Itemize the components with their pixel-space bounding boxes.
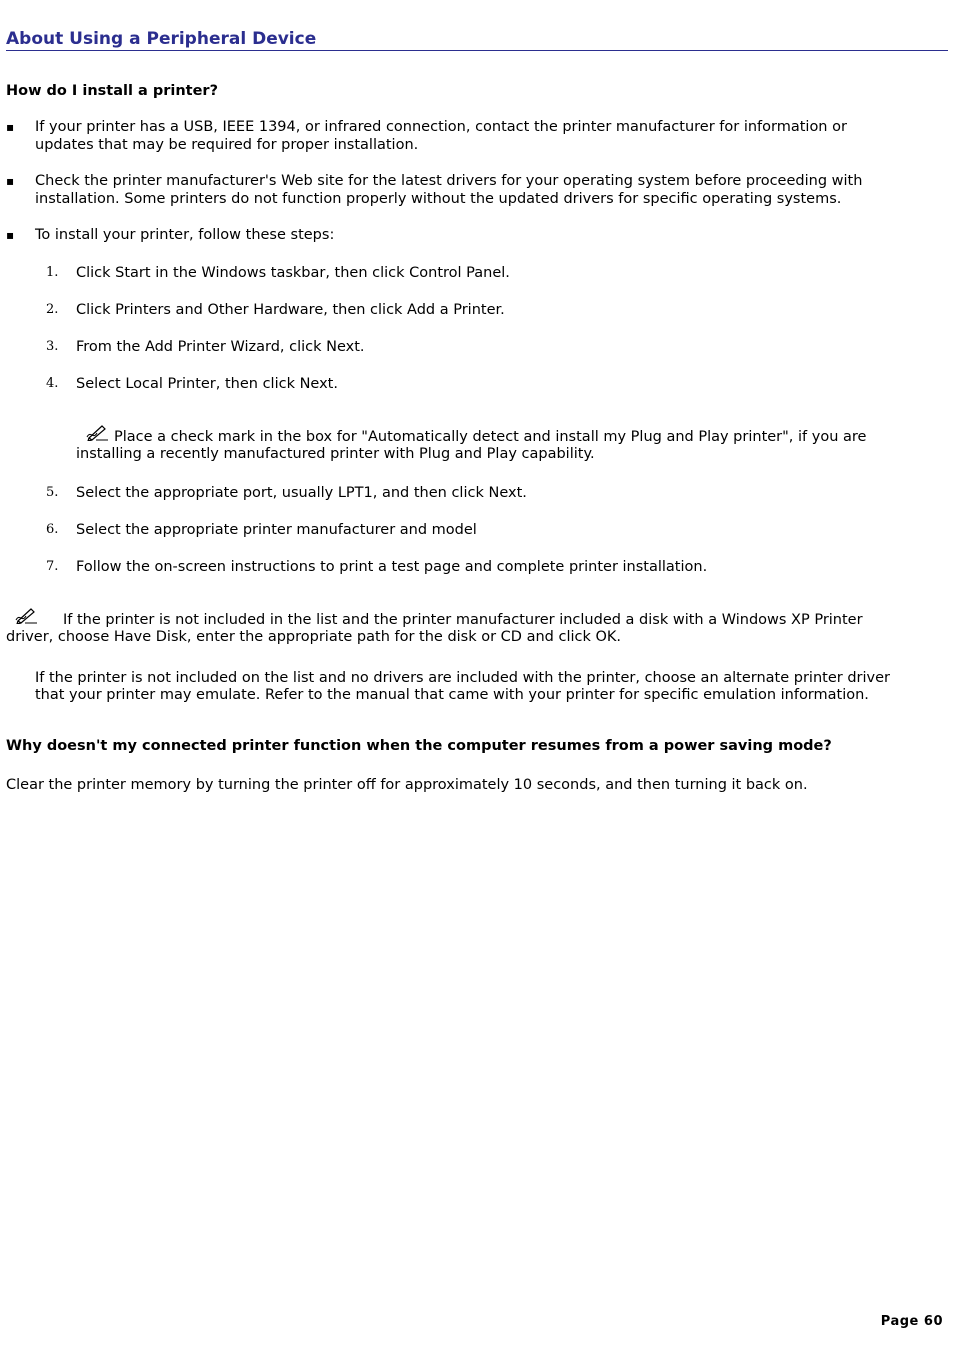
step-number: 4. — [46, 376, 59, 391]
step-text: From the Add Printer Wizard, click Next. — [76, 339, 365, 355]
question-power-saving: Why doesn't my connected printer function when the computer resumes from a power saving mode? — [6, 738, 832, 754]
note-text-line: driver, choose Have Disk, enter the appropriate path for the disk or CD and click OK. — [6, 629, 622, 645]
bullet-text-line: Check the printer manufacturer's Web site for the latest drivers for your operating system before proceeding with — [35, 173, 863, 189]
answer-text: Clear the printer memory by turning the printer off for approximately 10 seconds, and then turning it back on. — [6, 777, 808, 793]
note-text-line: If the printer is not included in the list and the printer manufacturer included a disk with a Windows XP Printer — [63, 612, 863, 628]
bullet-icon: ▪ — [6, 174, 15, 188]
question-install-printer: How do I install a printer? — [6, 83, 218, 99]
step-number: 3. — [46, 339, 59, 354]
bullet-text-line: updates that may be required for proper installation. — [35, 137, 419, 153]
step-text: Follow the on-screen instructions to print a test page and complete printer installation. — [76, 559, 708, 575]
step-text: Click Printers and Other Hardware, then click Add a Printer. — [76, 302, 505, 318]
step-note-text-line: installing a recently manufactured printer with Plug and Play capability. — [76, 446, 595, 462]
step-number: 7. — [46, 559, 59, 574]
bullet-text-line: To install your printer, follow these steps: — [35, 227, 335, 243]
step-note-text-line: Place a check mark in the box for "Automatically detect and install my Plug and Play printer", if you are — [114, 429, 867, 445]
note-text-line: that your printer may emulate. Refer to the manual that came with your printer for specific emulation information. — [35, 687, 869, 703]
page-number: Page 60 — [880, 1314, 943, 1329]
step-text: Click Start in the Windows taskbar, then click Control Panel. — [76, 265, 510, 281]
step-number: 1. — [46, 265, 59, 280]
step-text: Select Local Printer, then click Next. — [76, 376, 338, 392]
note-pencil-icon — [86, 424, 108, 445]
step-text: Select the appropriate port, usually LPT1, and then click Next. — [76, 485, 527, 501]
bullet-text-line: installation. Some printers do not function properly without the updated drivers for specific operating systems. — [35, 191, 842, 207]
bullet-icon: ▪ — [6, 228, 15, 242]
page-title: About Using a Peripheral Device — [6, 29, 948, 51]
bullet-icon: ▪ — [6, 120, 15, 134]
step-number: 5. — [46, 485, 59, 500]
step-number: 6. — [46, 522, 59, 537]
step-text: Select the appropriate printer manufacturer and model — [76, 522, 477, 538]
note-text-line: If the printer is not included on the list and no drivers are included with the printer, choose an alternate printer driver — [35, 670, 890, 686]
note-pencil-icon — [15, 607, 37, 628]
bullet-text-line: If your printer has a USB, IEEE 1394, or infrared connection, contact the printer manufacturer for information or — [35, 119, 847, 135]
step-number: 2. — [46, 302, 59, 317]
